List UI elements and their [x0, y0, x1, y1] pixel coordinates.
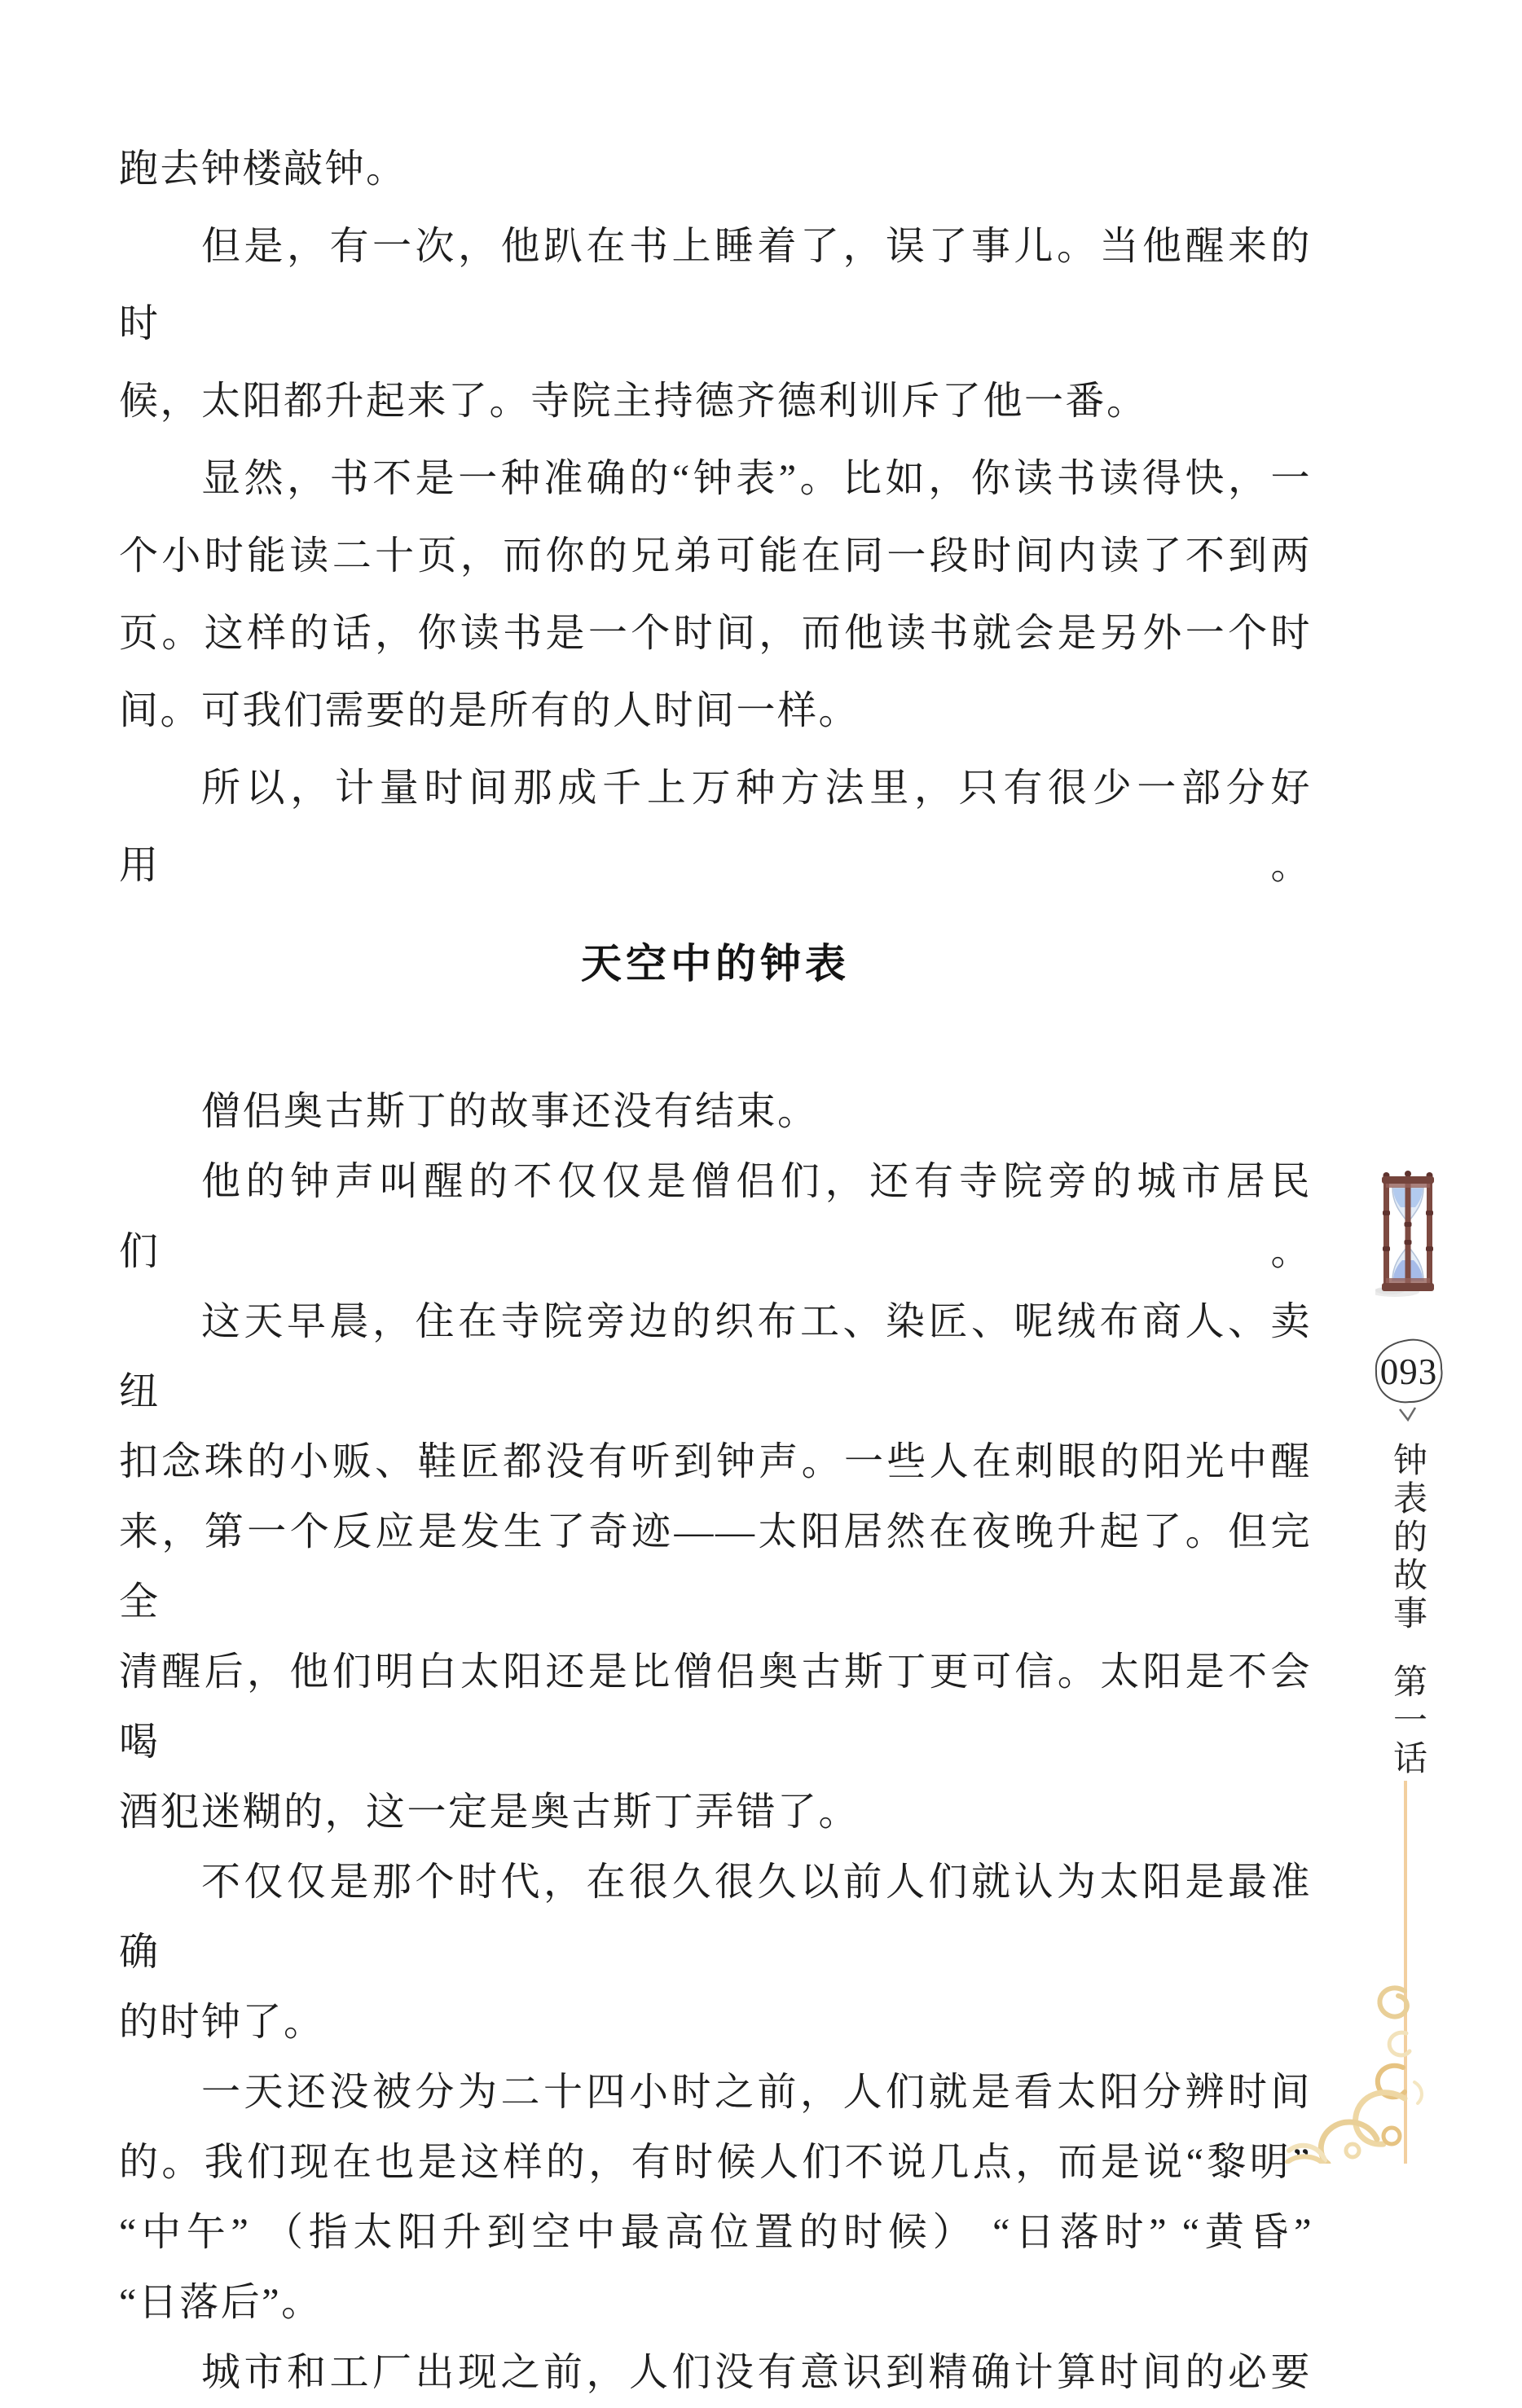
text-line: 一天还没被分为二十四小时之前，人们就是看太阳分辨时间 — [201, 2071, 1312, 2114]
text-line: 来，第一个反应是发生了奇迹——太阳居然在夜晚升起了。但完全 — [119, 1510, 1312, 1624]
text-line: 城市和工厂出现之前，人们没有意识到精确计算时间的必要 — [201, 2351, 1312, 2394]
body-text-section-2 — [119, 1077, 1312, 2408]
text-line: 所以，计量时间那成千上万种方法里，只有很少一部分好用。 — [119, 767, 1312, 887]
corner-flourish-icon — [1255, 1976, 1434, 2164]
page-number: 093 — [1379, 1351, 1438, 1392]
body-text-section-1 — [119, 130, 1312, 904]
text-line: 跑去钟楼敲钟。 — [119, 147, 407, 191]
text-line: 清醒后，他们明白太阳还是比僧侣奥古斯丁更可信。太阳是不会喝 — [119, 1650, 1312, 1764]
text-line: 他的钟声叫醒的不仅仅是僧侣们，还有寺院旁的城市居民们。 — [119, 1160, 1312, 1273]
text-line: 个小时能读二十页，而你的兄弟可能在同一段时间内读了不到两 — [119, 534, 1312, 578]
text-line: 显然，书不是一种准确的“钟表”。比如，你读书读得快，一 — [201, 457, 1312, 500]
series-title-vertical: 钟表的故事 — [1388, 1442, 1426, 1633]
text-line: 候，太阳都升起来了。寺院主持德齐德利训斥了他一番。 — [119, 380, 1148, 423]
text-line: 不仅仅是那个时代，在很久很久以前人们就认为太阳是最准确 — [119, 1861, 1312, 1974]
text-line: 酒犯迷糊的，这一定是奥古斯丁弄错了。 — [119, 1791, 860, 1834]
text-line: “日落后”。 — [119, 2281, 323, 2324]
section-heading: 天空中的钟表 — [581, 941, 850, 986]
text-line: 扣念珠的小贩、鞋匠都没有听到钟声。一些人在刺眼的阳光中醒 — [119, 1440, 1312, 1483]
text-line: “中午” （指太阳升到空中最高位置的时候） “日落时” “黄昏” — [119, 2211, 1312, 2254]
chapter-label-vertical: 第一话 — [1388, 1663, 1426, 1778]
text-line: 的。我们现在也是这样的，有时候人们不说几点，而是说“黎明” — [119, 2141, 1312, 2184]
text-line: 但是，有一次，他趴在书上睡着了，误了事儿。当他醒来的时 — [119, 225, 1312, 345]
text-line: 页。这样的话，你读书是一个时间，而他读书就会是另外一个时 — [119, 612, 1312, 655]
text-line: 间。可我们需要的是所有的人时间一样。 — [119, 689, 860, 732]
text-line: 僧侣奥古斯丁的故事还没有结束。 — [201, 1090, 819, 1133]
text-line: 这天早晨，住在寺院旁边的织布工、染匠、呢绒布商人、卖纽 — [119, 1300, 1312, 1413]
hourglass-icon — [1375, 1168, 1441, 1298]
text-line: 的时钟了。 — [119, 2001, 325, 2044]
bubble-tail-icon — [1400, 1408, 1415, 1420]
